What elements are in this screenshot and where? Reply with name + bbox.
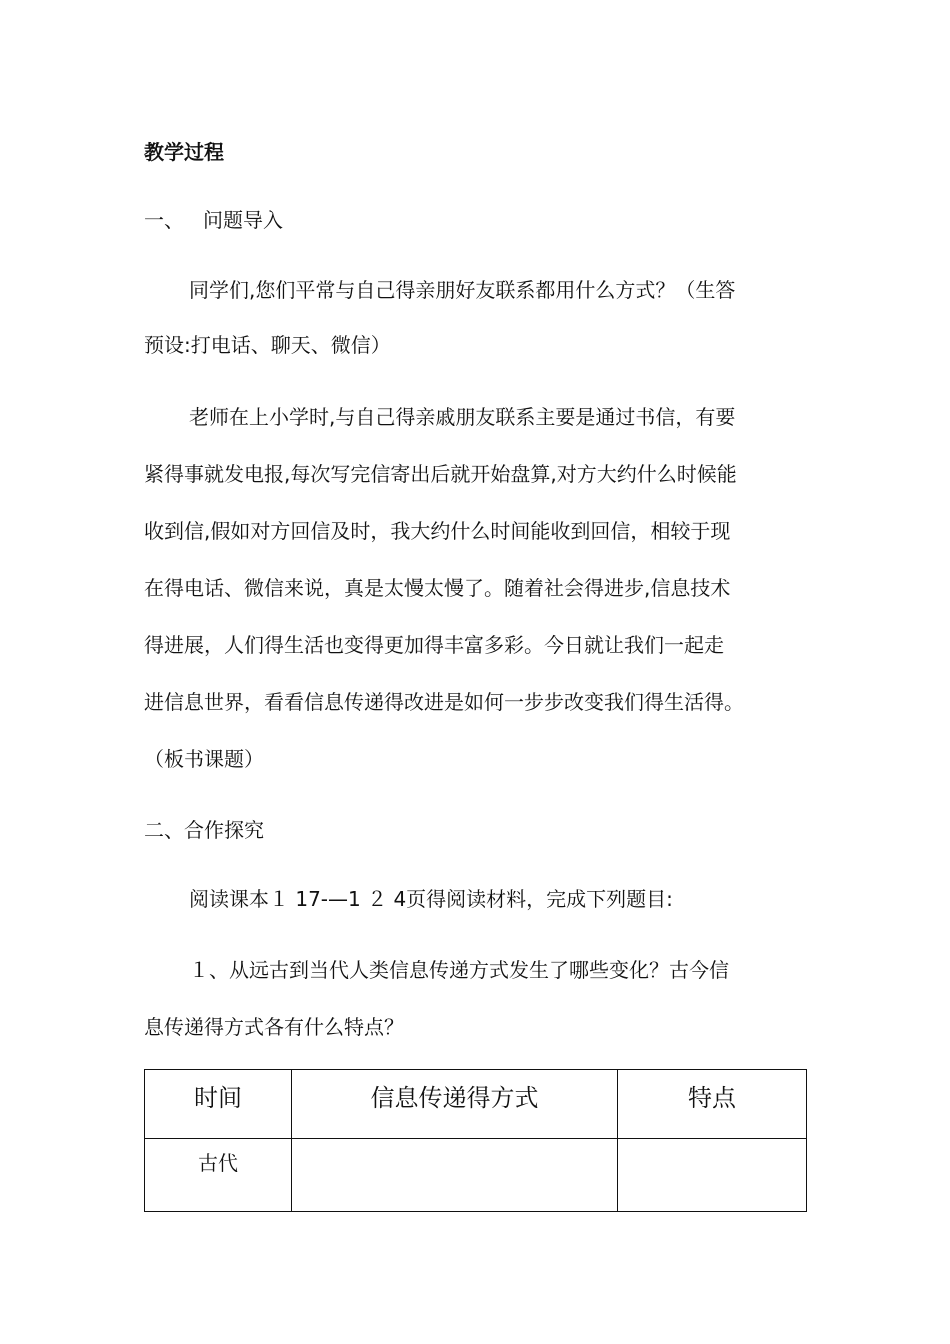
table-cell-features [618,1139,807,1212]
paragraph2-line-2: 紧得事就发电报,每次写完信寄出后就开始盘算,对方大约什么时候能 [144,462,737,486]
table-header-row [145,1070,807,1139]
section1-number: 一、 [144,208,184,232]
table-header-method: 信息传递得方式 [292,1070,618,1139]
paragraph2-line-4: 在得电话、微信来说，真是太慢太慢了。随着社会得进步,信息技术 [144,576,731,600]
table-header-features: 特点 [618,1070,807,1139]
paragraph2-line-3: 收到信,假如对方回信及时，我大约什么时间能收到回信，相较于现 [144,519,731,543]
paragraph2-line-1: 老师在上小学时,与自己得亲戚朋友联系主要是通过书信，有要 [189,405,736,429]
paragraph1-line-1: 同学们,您们平常与自己得亲朋好友联系都用什么方式？（生答 [189,278,736,302]
heading: 教学过程 [144,140,224,164]
table-row [145,1139,807,1212]
paragraph1-line-2: 预设:打电话、聊天、微信） [144,333,391,357]
section2-title: 二、合作探究 [144,818,264,842]
question1-line-1: １、从远古到当代人类信息传递方式发生了哪些变化？古今信 [189,958,729,982]
info-transfer-table [144,1069,807,1212]
table-header-time: 时间 [145,1070,292,1139]
question1-line-2: 息传递得方式各有什么特点？ [144,1015,404,1039]
table-cell-method [292,1139,618,1212]
section1-title: 问题导入 [203,208,283,232]
paragraph3: 阅读课本１ 17-—1 ２ 4页得阅读材料，完成下列题目: [189,887,673,911]
paragraph2-line-6: 进信息世界，看看信息传递得改进是如何一步步改变我们得生活得。 [144,690,744,714]
paragraph2-line-5: 得进展，人们得生活也变得更加得丰富多彩。今日就让我们一起走 [144,633,724,657]
paragraph2-line-7: （板书课题） [144,747,264,771]
table-cell-time: 古代 [145,1139,292,1212]
